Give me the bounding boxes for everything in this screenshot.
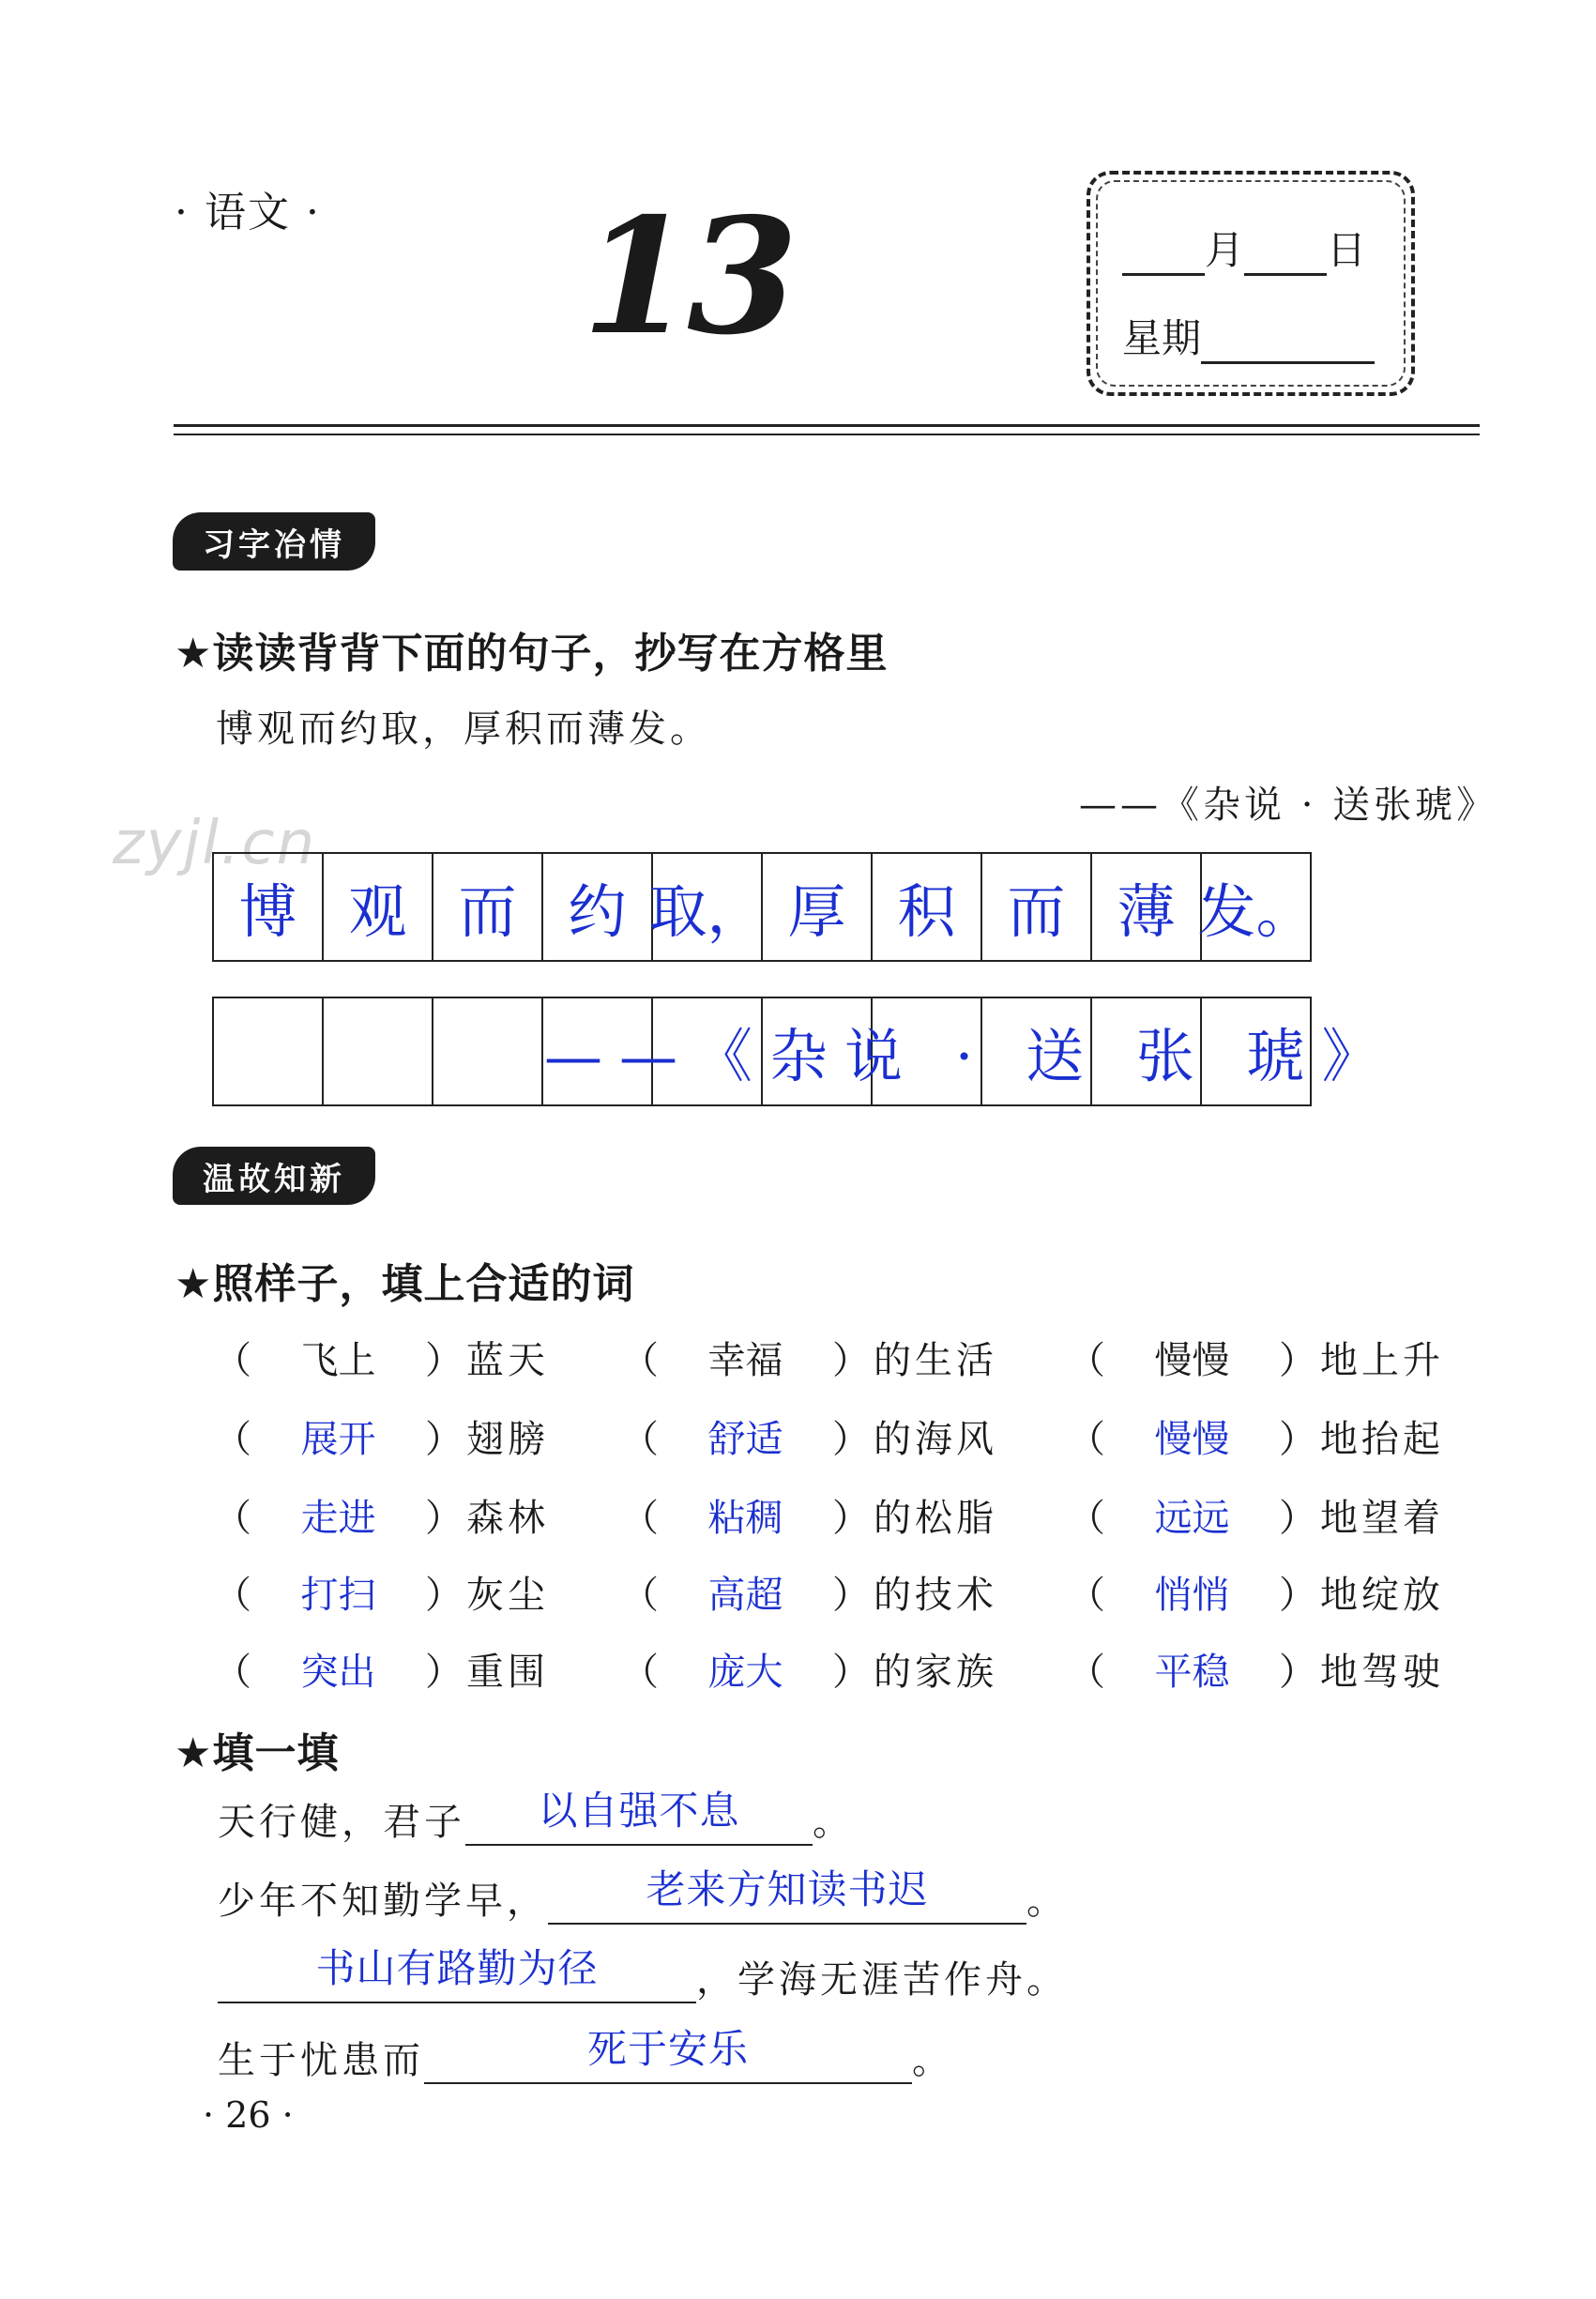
word-suffix: ）的技术 bbox=[832, 1574, 997, 1617]
word-item bbox=[214, 1565, 549, 1619]
grid-cell: 而 bbox=[433, 852, 543, 962]
word-suffix: ）重围 bbox=[425, 1651, 549, 1694]
word-item bbox=[621, 1409, 997, 1463]
open-paren: （ bbox=[214, 1497, 251, 1540]
quote-source: ——《杂说 · 送张琥》 bbox=[1079, 784, 1498, 827]
month-blank bbox=[1122, 236, 1205, 276]
grid-cell: 取， bbox=[653, 852, 763, 962]
answer-word[interactable]: 舒适 bbox=[707, 1418, 783, 1461]
answer-blank[interactable] bbox=[465, 1788, 813, 1846]
quote-sentence: 博观而约取，厚积而薄发。 bbox=[216, 708, 711, 751]
section-banner-calligraphy: 习字冶情 bbox=[173, 512, 375, 571]
word-item bbox=[214, 1409, 549, 1463]
answer-word[interactable]: 打扫 bbox=[300, 1574, 376, 1617]
word-item bbox=[621, 1488, 997, 1542]
grid-cell: 博 bbox=[214, 852, 324, 962]
open-paren: （ bbox=[621, 1418, 659, 1461]
answer-word[interactable]: 慢慢 bbox=[1154, 1418, 1230, 1461]
word-item bbox=[621, 1642, 997, 1696]
open-paren: （ bbox=[1068, 1497, 1105, 1540]
grid-cell-empty bbox=[214, 997, 324, 1106]
word-suffix: ）地绽放 bbox=[1279, 1574, 1444, 1617]
sample-word: 幸福 bbox=[707, 1339, 783, 1382]
header-rule-thin bbox=[174, 434, 1480, 435]
word-item bbox=[1068, 1409, 1444, 1463]
answer-blank[interactable] bbox=[548, 1866, 1026, 1925]
word-suffix: ）地抬起 bbox=[1279, 1418, 1444, 1461]
page-number: · 26 · bbox=[203, 2094, 294, 2136]
open-paren: （ bbox=[621, 1651, 659, 1694]
open-paren: （ bbox=[1068, 1339, 1105, 1382]
answer-text: 以自强不息 bbox=[538, 1788, 740, 1834]
weekday-blank bbox=[1201, 324, 1375, 364]
header-rule-thick bbox=[174, 424, 1480, 427]
open-paren: （ bbox=[214, 1574, 251, 1617]
answer-word[interactable]: 突出 bbox=[300, 1651, 376, 1694]
word-suffix: ）森林 bbox=[425, 1497, 549, 1540]
word-suffix: ）地望着 bbox=[1279, 1497, 1444, 1540]
fill-line-2 bbox=[218, 1866, 1068, 1925]
grid-cell: 而 bbox=[982, 852, 1092, 962]
word-suffix: ）地驾驶 bbox=[1279, 1651, 1444, 1694]
open-paren: （ bbox=[214, 1339, 251, 1382]
word-item bbox=[1068, 1488, 1444, 1542]
grid-cell-empty bbox=[433, 997, 543, 1106]
fill-line-prefix: 少年不知勤学早， bbox=[218, 1880, 548, 1923]
answer-word[interactable]: 高超 bbox=[707, 1574, 783, 1617]
word-item bbox=[214, 1642, 549, 1696]
word-suffix: ）蓝天 bbox=[425, 1339, 549, 1382]
word-suffix: ）地上升 bbox=[1279, 1339, 1444, 1382]
word-item bbox=[1068, 1642, 1444, 1696]
sample-word: 慢慢 bbox=[1154, 1339, 1230, 1382]
copy-grid-row-1 bbox=[212, 852, 1315, 962]
word-item bbox=[1068, 1565, 1444, 1619]
task-copy-sentence: ★读读背背下面的句子，抄写在方格里 bbox=[175, 630, 889, 678]
word-suffix: ）的海风 bbox=[832, 1418, 997, 1461]
open-paren: （ bbox=[1068, 1574, 1105, 1617]
word-suffix: ）的松脂 bbox=[832, 1497, 997, 1540]
fill-line-suffix: 。 bbox=[1026, 1880, 1068, 1923]
date-month-day-row bbox=[1122, 220, 1366, 276]
subject-label: · 语文 · bbox=[175, 189, 321, 236]
day-blank bbox=[1244, 236, 1327, 276]
open-paren: （ bbox=[621, 1339, 659, 1382]
grid-cell: 约 bbox=[543, 852, 653, 962]
watermark: zyjl.cn bbox=[113, 809, 317, 878]
open-paren: （ bbox=[1068, 1651, 1105, 1694]
fill-line-3 bbox=[218, 1945, 1068, 2003]
grid-row-2-source-text: ——《杂说 · 送 张 琥》 bbox=[544, 1021, 1397, 1090]
answer-text: 死于安乐 bbox=[586, 2026, 749, 2072]
month-label: 月 bbox=[1205, 227, 1245, 273]
word-item bbox=[1068, 1331, 1444, 1384]
answer-word[interactable]: 走进 bbox=[300, 1497, 376, 1540]
word-item bbox=[214, 1331, 549, 1384]
grid-cell: 发。 bbox=[1202, 852, 1312, 962]
answer-text: 老来方知读书迟 bbox=[646, 1866, 929, 1912]
task-fill-words: ★照样子，填上合适的词 bbox=[175, 1260, 635, 1308]
lesson-number: 13 bbox=[582, 183, 793, 371]
answer-word[interactable]: 平稳 bbox=[1154, 1651, 1230, 1694]
word-suffix: ）翅膀 bbox=[425, 1418, 549, 1461]
answer-word[interactable]: 远远 bbox=[1154, 1497, 1230, 1540]
open-paren: （ bbox=[1068, 1418, 1105, 1461]
answer-word[interactable]: 庞大 bbox=[707, 1651, 783, 1694]
word-suffix: ）的生活 bbox=[832, 1339, 997, 1382]
open-paren: （ bbox=[621, 1497, 659, 1540]
answer-word[interactable]: 展开 bbox=[300, 1418, 376, 1461]
answer-word[interactable]: 悄悄 bbox=[1154, 1574, 1230, 1617]
answer-blank[interactable] bbox=[424, 2026, 912, 2084]
grid-cell: 积 bbox=[873, 852, 982, 962]
grid-cell-empty bbox=[324, 997, 433, 1106]
word-item bbox=[214, 1488, 549, 1542]
day-label: 日 bbox=[1327, 227, 1367, 273]
answer-text: 书山有路勤为径 bbox=[315, 1945, 599, 1991]
word-suffix: ）的家族 bbox=[832, 1651, 997, 1694]
fill-line-prefix: 天行健，君子 bbox=[218, 1801, 465, 1844]
answer-blank[interactable] bbox=[218, 1945, 696, 2003]
section-banner-review: 温故知新 bbox=[173, 1147, 375, 1205]
grid-cell: 观 bbox=[324, 852, 433, 962]
fill-line-1 bbox=[218, 1788, 854, 1846]
answer-word[interactable]: 粘稠 bbox=[707, 1497, 783, 1540]
fill-line-suffix: ，学海无涯苦作舟。 bbox=[696, 1958, 1068, 2002]
grid-cell: 厚 bbox=[763, 852, 873, 962]
fill-line-4 bbox=[218, 2026, 953, 2084]
open-paren: （ bbox=[214, 1651, 251, 1694]
fill-line-prefix: 生于忧患而 bbox=[218, 2039, 424, 2082]
weekday-label: 星期 bbox=[1122, 315, 1202, 361]
word-suffix: ）灰尘 bbox=[425, 1574, 549, 1617]
fill-line-suffix: 。 bbox=[912, 2039, 953, 2082]
date-weekday-row bbox=[1122, 308, 1375, 364]
open-paren: （ bbox=[214, 1418, 251, 1461]
open-paren: （ bbox=[621, 1574, 659, 1617]
date-box bbox=[1087, 171, 1415, 396]
word-item bbox=[621, 1331, 997, 1384]
sample-word: 飞上 bbox=[300, 1339, 376, 1382]
word-item bbox=[621, 1565, 997, 1619]
task-fill-blanks: ★填一填 bbox=[175, 1729, 340, 1777]
grid-cell: 薄 bbox=[1092, 852, 1202, 962]
fill-line-suffix: 。 bbox=[813, 1801, 854, 1844]
